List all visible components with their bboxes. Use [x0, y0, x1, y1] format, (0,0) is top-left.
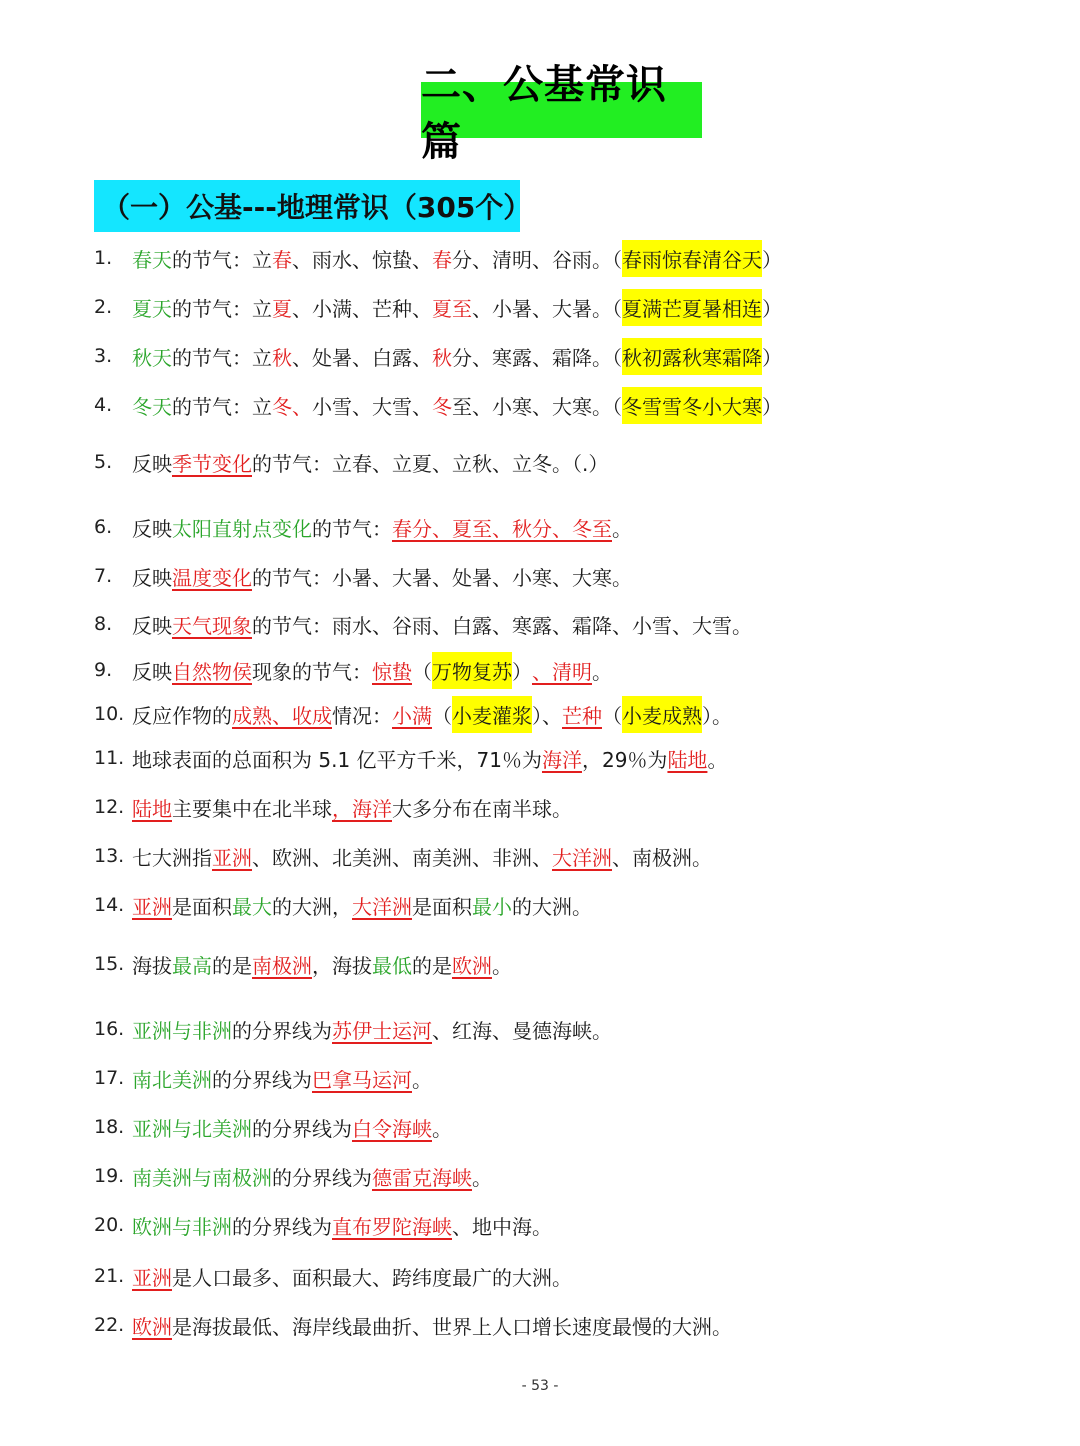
- item-number: 8.: [94, 613, 113, 635]
- text-segment: ，海拔: [312, 953, 372, 978]
- keyword: 秋: [272, 345, 292, 370]
- text-segment: 大多分布在南半球。: [392, 796, 572, 821]
- text-segment: 的是: [212, 953, 252, 978]
- list-item: [94, 556, 1054, 596]
- keyword-underlined: 苏伊士运河: [332, 1018, 432, 1043]
- list-item: [94, 1305, 1054, 1345]
- mnemonic-highlight: 秋初露秋寒霜降: [622, 338, 762, 375]
- keyword-underlined: 直布罗陀海峡: [332, 1214, 452, 1239]
- list-item: [94, 694, 1054, 734]
- item-number: 11.: [94, 747, 125, 769]
- text-segment: 反映: [132, 451, 172, 476]
- keyword-underlined: ，海洋: [332, 796, 392, 821]
- item-number: 18.: [94, 1116, 125, 1138]
- item-text: [132, 513, 632, 542]
- item-text: [132, 1113, 452, 1142]
- text-segment: 。: [707, 747, 728, 772]
- text-segment: （: [602, 703, 622, 728]
- text-segment: 七大洲指: [132, 845, 212, 870]
- keyword: 春: [432, 247, 452, 272]
- list-item: [94, 1256, 1054, 1296]
- keyword: 冬天: [132, 394, 172, 419]
- item-number: 5.: [94, 451, 113, 473]
- item-text: [132, 793, 572, 822]
- item-number: 3.: [94, 345, 113, 367]
- text-segment: ）: [762, 247, 782, 272]
- keyword-underlined: 春分、夏至、秋分、冬至: [392, 516, 612, 541]
- item-text: [132, 289, 782, 326]
- text-segment: 的节气：立春、立夏、立秋、立冬。（.）: [252, 451, 609, 476]
- text-segment: 、红海、曼德海峡。: [432, 1018, 612, 1043]
- text-segment: 反映: [132, 565, 172, 590]
- mnemonic-highlight: 夏满芒夏暑相连: [622, 289, 762, 326]
- text-segment: 至、小寒、大寒。（: [452, 394, 622, 419]
- item-text: [132, 1211, 552, 1240]
- item-text: [132, 1064, 432, 1093]
- item-number: 19.: [94, 1165, 125, 1187]
- keyword-underlined: 、清明: [532, 659, 592, 684]
- list-item: [94, 1107, 1054, 1147]
- item-text: [132, 842, 712, 871]
- list-item: [94, 1009, 1054, 1049]
- keyword-underlined: 亚洲: [132, 894, 172, 919]
- keyword-underlined: 芒种: [562, 703, 602, 728]
- text-segment: 的大洲，: [272, 894, 352, 919]
- item-text: [132, 240, 782, 277]
- keyword-underlined: 德雷克海峡: [372, 1165, 472, 1190]
- keyword: 最小: [472, 894, 512, 919]
- section-heading: （一）公基---地理常识（305个）: [94, 180, 520, 232]
- keyword-underlined: 大洋洲: [352, 894, 412, 919]
- mnemonic-highlight: 小麦灌浆: [452, 696, 532, 733]
- item-number: 9.: [94, 659, 113, 681]
- item-text: [132, 448, 608, 477]
- text-segment: 、处暑、白露、: [292, 345, 432, 370]
- item-number: 12.: [94, 796, 125, 818]
- text-segment: （: [432, 703, 452, 728]
- keyword-underlined: 自然物侯: [172, 659, 252, 684]
- text-segment: ）、: [532, 703, 562, 728]
- keyword: 南美洲与南极洲: [132, 1165, 272, 1190]
- text-segment: 的节气：小暑、大暑、处暑、小寒、大寒。: [252, 565, 632, 590]
- list-item: [94, 238, 1054, 278]
- keyword-underlined: 惊蛰: [372, 659, 412, 684]
- text-segment: 的节气：立: [172, 394, 272, 419]
- list-item: [94, 1205, 1054, 1245]
- keyword-underlined: 陆地: [667, 747, 708, 772]
- text-segment: 的分界线为: [232, 1018, 332, 1043]
- text-segment: 反映: [132, 659, 172, 684]
- list-item: [94, 1058, 1054, 1098]
- item-number: 1.: [94, 247, 113, 269]
- item-text: [132, 1311, 732, 1340]
- keyword: 最低: [372, 953, 412, 978]
- text-segment: 的节气：雨水、谷雨、白露、寒露、霜降、小雪、大雪。: [252, 613, 752, 638]
- text-segment: 海拔: [132, 953, 172, 978]
- keyword: 冬、: [272, 394, 312, 419]
- item-text: [132, 1015, 612, 1044]
- item-text: [132, 696, 732, 733]
- keyword-underlined: 南极洲: [252, 953, 312, 978]
- item-number: 20.: [94, 1214, 125, 1236]
- list-item: [94, 604, 1054, 644]
- keyword-underlined: 大洋洲: [552, 845, 612, 870]
- text-segment: 是海拔最低、海岸线最曲折、世界上人口增长速度最慢的大洲。: [172, 1314, 732, 1339]
- item-number: 6.: [94, 516, 113, 538]
- keyword: 春天: [132, 247, 172, 272]
- item-text: [132, 652, 612, 689]
- keyword-underlined: 陆地: [132, 796, 172, 821]
- text-segment: 主要集中在北半球: [172, 796, 332, 821]
- mnemonic-highlight: 万物复苏: [432, 652, 512, 689]
- page-title: 二、公基常识篇: [421, 82, 702, 138]
- text-segment: 、南极洲。: [612, 845, 712, 870]
- text-segment: 。: [492, 953, 512, 978]
- text-segment: 。: [612, 516, 632, 541]
- item-text: [132, 950, 512, 979]
- keyword-underlined: 小满: [392, 703, 432, 728]
- mnemonic-highlight: 春雨惊春清谷天: [622, 240, 762, 277]
- text-segment: 是面积: [412, 894, 472, 919]
- text-segment: 的是: [412, 953, 452, 978]
- text-segment: 。: [412, 1067, 432, 1092]
- keyword-underlined: 巴拿马运河: [312, 1067, 412, 1092]
- keyword-underlined: 成熟、收成: [232, 703, 332, 728]
- text-segment: 情况：: [332, 703, 392, 728]
- text-segment: 、地中海。: [452, 1214, 552, 1239]
- keyword-underlined: 天气现象: [172, 613, 252, 638]
- text-segment: 的节气：立: [172, 345, 272, 370]
- text-segment: 分、清明、谷雨。（: [452, 247, 622, 272]
- keyword: 夏: [272, 296, 292, 321]
- item-number: 14.: [94, 894, 125, 916]
- text-segment: 的节气：: [312, 516, 392, 541]
- mnemonic-highlight: 小麦成熟: [622, 696, 702, 733]
- item-number: 15.: [94, 953, 125, 975]
- list-item: [94, 1156, 1054, 1196]
- list-item: [94, 738, 1054, 778]
- keyword-underlined: 季节变化: [172, 451, 252, 476]
- item-number: 2.: [94, 296, 113, 318]
- keyword: 最大: [232, 894, 272, 919]
- text-segment: ，29％为: [581, 747, 668, 772]
- text-segment: ）: [512, 659, 532, 684]
- list-item: [94, 885, 1054, 925]
- keyword: 冬: [432, 394, 452, 419]
- text-segment: 的分界线为: [272, 1165, 372, 1190]
- text-segment: 小雪、大雪、: [312, 394, 432, 419]
- text-segment: 的节气：立: [172, 247, 272, 272]
- keyword: 夏天: [132, 296, 172, 321]
- text-segment: 。: [472, 1165, 492, 1190]
- item-text: [132, 891, 592, 920]
- item-number: 21.: [94, 1265, 125, 1287]
- text-segment: 的分界线为: [212, 1067, 312, 1092]
- item-number: 16.: [94, 1018, 125, 1040]
- keyword: 太阳直射点变化: [172, 516, 312, 541]
- text-segment: 的节气：立: [172, 296, 272, 321]
- text-segment: 的分界线为: [232, 1214, 332, 1239]
- item-number: 13.: [94, 845, 125, 867]
- mnemonic-highlight: 冬雪雪冬小大寒: [622, 387, 762, 424]
- list-item: [94, 442, 1054, 482]
- item-number: 7.: [94, 565, 113, 587]
- list-item: [94, 385, 1054, 425]
- item-text: [132, 387, 782, 424]
- keyword-underlined: 欧洲: [452, 953, 492, 978]
- keyword: 夏至: [432, 296, 472, 321]
- text-segment: 反映: [132, 516, 172, 541]
- keyword: 最高: [172, 953, 212, 978]
- keyword: 欧洲与非洲: [132, 1214, 232, 1239]
- text-segment: 、欧洲、北美洲、南美洲、非洲、: [252, 845, 552, 870]
- text-segment: ）: [762, 394, 782, 419]
- keyword-underlined: 亚洲: [132, 1265, 172, 1290]
- keyword-underlined: 欧洲: [132, 1314, 172, 1339]
- item-number: 17.: [94, 1067, 125, 1089]
- item-text: [132, 562, 632, 591]
- keyword-underlined: 白令海峡: [352, 1116, 432, 1141]
- keyword: 南北美洲: [132, 1067, 212, 1092]
- item-number: 4.: [94, 394, 113, 416]
- text-segment: 、雨水、惊蛰、: [292, 247, 432, 272]
- keyword: 春: [272, 247, 292, 272]
- list-item: [94, 287, 1054, 327]
- item-text: [132, 610, 752, 639]
- text-segment: 、小满、芒种、: [292, 296, 432, 321]
- text-segment: 。: [592, 659, 612, 684]
- text-segment: 。: [432, 1116, 452, 1141]
- page-number: - 53 -: [521, 1378, 559, 1394]
- item-text: [132, 1262, 572, 1291]
- text-segment: 的大洲。: [512, 894, 592, 919]
- text-segment: 现象的节气：: [252, 659, 372, 684]
- text-segment: （: [412, 659, 432, 684]
- keyword-underlined: 亚洲: [212, 845, 252, 870]
- keyword-underlined: 海洋: [541, 747, 582, 772]
- keyword-underlined: 温度变化: [172, 565, 252, 590]
- text-segment: 分、寒露、霜降。（: [452, 345, 622, 370]
- text-segment: 是面积: [172, 894, 232, 919]
- list-item: [94, 336, 1054, 376]
- text-segment: 地球表面的总面积为 5.1 亿平方千米，71％为: [132, 747, 542, 772]
- text-segment: 反应作物的: [132, 703, 232, 728]
- list-item: [94, 507, 1054, 547]
- list-item: [94, 944, 1054, 984]
- text-segment: 反映: [132, 613, 172, 638]
- keyword: 秋天: [132, 345, 172, 370]
- list-item: [94, 836, 1054, 876]
- item-text: [132, 744, 727, 773]
- item-text: [132, 338, 782, 375]
- text-segment: 是人口最多、面积最大、跨纬度最广的大洲。: [172, 1265, 572, 1290]
- item-number: 22.: [94, 1314, 125, 1336]
- list-item: [94, 787, 1054, 827]
- keyword: 亚洲与北美洲: [132, 1116, 252, 1141]
- text-segment: 的分界线为: [252, 1116, 352, 1141]
- item-text: [132, 1162, 492, 1191]
- keyword: 亚洲与非洲: [132, 1018, 232, 1043]
- text-segment: 、小暑、大暑。（: [472, 296, 622, 321]
- list-item: [94, 650, 1054, 690]
- text-segment: ）: [762, 296, 782, 321]
- keyword: 秋: [432, 345, 452, 370]
- text-segment: ）: [762, 345, 782, 370]
- item-number: 10.: [94, 703, 125, 725]
- text-segment: ）。: [702, 703, 732, 728]
